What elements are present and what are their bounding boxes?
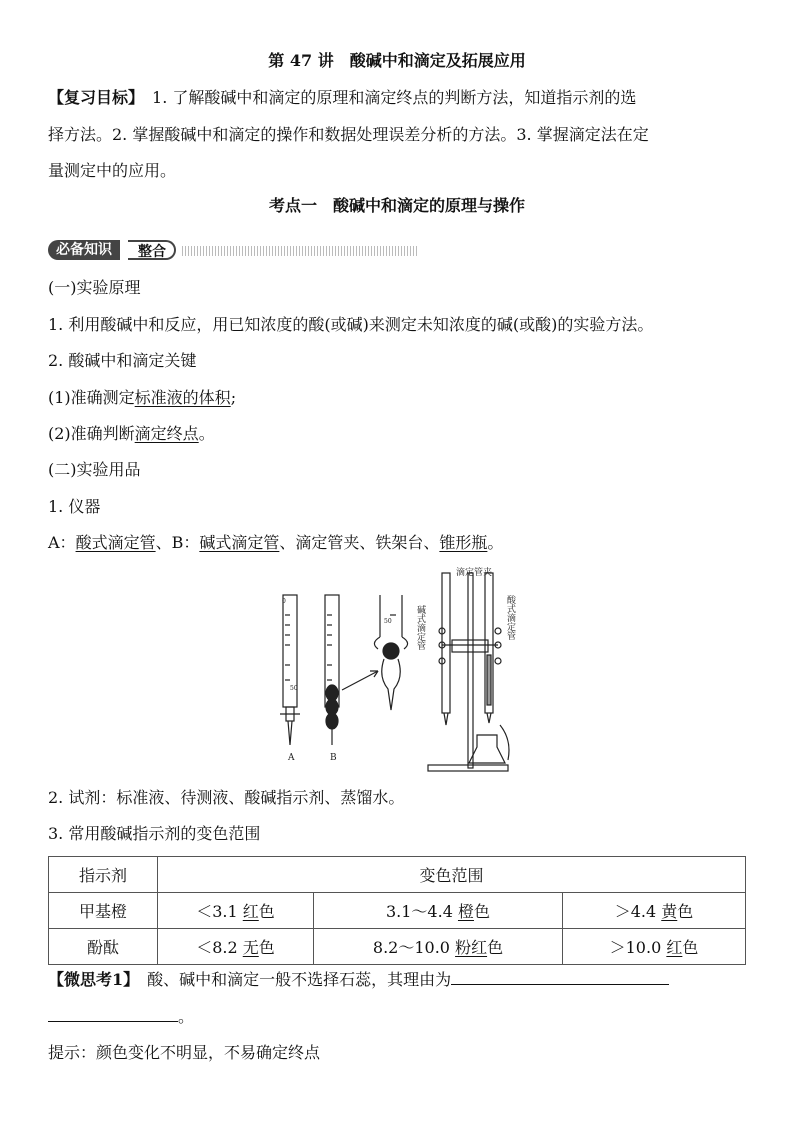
range-mid-value: 3.1～4.4 xyxy=(385,902,458,921)
range-low-suffix: 色 xyxy=(258,938,275,957)
principle-p2: 2. 酸碱中和滴定关键 xyxy=(48,351,197,370)
principle-p1: 1. 利用酸碱中和反应，用已知浓度的酸(或碱)来测定未知浓度的碱(或酸)的实验方法。 xyxy=(48,315,654,334)
tick-fifty-a: 50 xyxy=(290,685,298,692)
principle-p4 xyxy=(48,423,746,445)
range-high xyxy=(563,929,746,965)
acid-burette-illustration xyxy=(280,595,300,745)
badge-right: 整合 xyxy=(128,240,176,260)
range-high-value: ＞10.0 xyxy=(609,938,667,957)
range-mid xyxy=(314,929,563,965)
review-goal-label: 【复习目标】 xyxy=(48,88,137,107)
review-goal-line-3: 量测定中的应用。 xyxy=(48,161,177,180)
header-range: 变色范围 xyxy=(158,857,746,893)
range-mid-value: 8.2～10.0 xyxy=(372,938,456,957)
b-label: 、B： xyxy=(155,533,200,552)
p3-post: ; xyxy=(230,388,237,407)
range-mid-color: 粉红 xyxy=(455,938,488,957)
range-low xyxy=(158,929,314,965)
instrument-middle: 、滴定管夹、铁架台、 xyxy=(279,533,440,552)
titration-apparatus-figure xyxy=(270,565,520,775)
p4-post: 。 xyxy=(198,424,215,443)
instrument-list xyxy=(48,532,746,554)
base-burette-label: 碱式滴定管 xyxy=(415,605,425,650)
indicator-table xyxy=(48,856,746,965)
range-low-color: 无 xyxy=(242,938,259,957)
range-low xyxy=(158,893,314,929)
range-heading: 3. 常用酸碱指示剂的变色范围 xyxy=(48,824,261,843)
p3-pre: (1)准确测定 xyxy=(48,388,135,407)
instrument-end: 。 xyxy=(487,533,504,552)
think-question-cont xyxy=(48,1006,746,1028)
range-low-color: 红 xyxy=(242,902,259,921)
indicator-name: 酚酞 xyxy=(49,929,158,965)
review-goal-line-1 xyxy=(48,87,746,109)
table-header-row xyxy=(49,857,746,893)
range-high-color: 黄 xyxy=(661,902,678,921)
range-mid-color: 橙 xyxy=(457,902,474,921)
figure-label-b: B xyxy=(330,753,337,763)
badge-stripes xyxy=(182,246,418,256)
answer-blank-1[interactable] xyxy=(451,970,669,985)
section-title: 考点一 酸碱中和滴定的原理与操作 xyxy=(268,196,525,215)
think-text: 酸、碱中和滴定一般不选择石蕊，其理由为 xyxy=(131,970,452,989)
stand-illustration xyxy=(428,573,509,771)
range-low-value: ＜8.2 xyxy=(196,938,243,957)
acid-burette-label: 酸式滴定管 xyxy=(505,595,515,640)
p4-underlined: 滴定终点 xyxy=(134,424,199,443)
range-high xyxy=(563,893,746,929)
review-goal-line-2: 择方法。2. 掌握酸碱中和滴定的操作和数据处理误差分析的方法。3. 掌握滴定法在定 xyxy=(48,125,649,144)
think-question xyxy=(48,969,746,991)
instrument-heading: 1. 仪器 xyxy=(48,497,101,516)
acid-burette-text: 酸式滴定管 xyxy=(75,533,156,552)
range-high-color: 红 xyxy=(666,938,683,957)
lesson-title: 第 47 讲 酸碱中和滴定及拓展应用 xyxy=(268,51,526,70)
range-mid xyxy=(314,893,563,929)
reagent-line: 2. 试剂：标准液、待测液、酸碱指示剂、蒸馏水。 xyxy=(48,788,405,807)
p3-underlined: 标准液的体积 xyxy=(134,388,231,407)
a-label: A： xyxy=(48,533,76,552)
table-row xyxy=(49,893,746,929)
header-indicator: 指示剂 xyxy=(49,857,158,893)
range-low-value: ＜3.1 xyxy=(196,902,243,921)
flask-text: 锥形瓶 xyxy=(439,533,488,552)
clamp-label-text: 滴定管夹 xyxy=(456,568,493,578)
indicator-name: 甲基橙 xyxy=(49,893,158,929)
base-burette-text: 碱式滴定管 xyxy=(199,533,280,552)
range-mid-suffix: 色 xyxy=(487,938,504,957)
p4-pre: (2)准确判断 xyxy=(48,424,135,443)
table-row xyxy=(49,929,746,965)
nozzle-closeup xyxy=(374,595,407,710)
tick-fifty-zoom: 50 xyxy=(384,618,392,625)
hint-line: 提示：颜色变化不明显，不易确定终点 xyxy=(48,1043,321,1062)
range-high-suffix: 色 xyxy=(677,902,694,921)
range-low-suffix: 色 xyxy=(258,902,275,921)
tick-zero-a: 0 xyxy=(282,598,286,605)
knowledge-badge xyxy=(48,240,378,262)
review-goal-text-1: 1. 了解酸碱中和滴定的原理和滴定终点的判断方法，知道指示剂的选 xyxy=(136,88,637,107)
answer-blank-2[interactable] xyxy=(48,1007,178,1022)
think-end: 。 xyxy=(178,1007,195,1026)
range-high-value: ＞4.4 xyxy=(614,902,662,921)
clamp-label xyxy=(456,566,492,578)
heading-principle: (一)实验原理 xyxy=(48,278,141,297)
range-mid-suffix: 色 xyxy=(473,902,490,921)
principle-p3 xyxy=(48,387,746,409)
figure-label-a: A xyxy=(288,753,295,763)
badge-left: 必备知识 xyxy=(48,240,120,260)
heading-items: (二)实验用品 xyxy=(48,460,141,479)
range-high-suffix: 色 xyxy=(682,938,699,957)
think-label: 【微思考1】 xyxy=(48,970,132,989)
